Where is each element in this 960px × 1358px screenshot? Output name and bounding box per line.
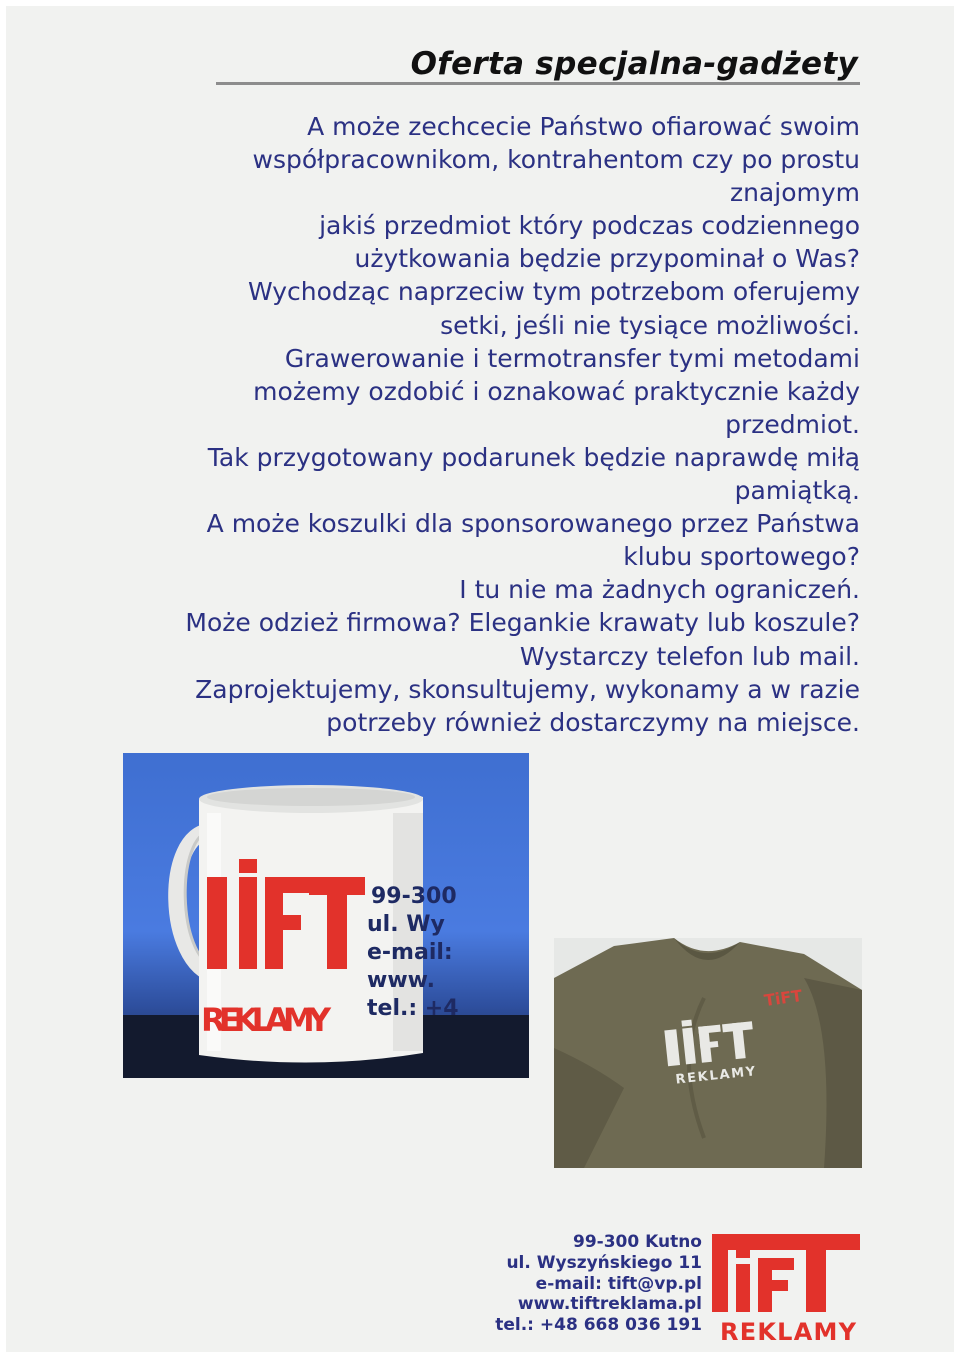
tshirt-logo-subtitle: REKLAMY <box>674 1064 756 1088</box>
logo-subtitle: REKLAMY <box>720 1318 856 1346</box>
tshirt-photo <box>554 938 862 1168</box>
mug-contact-line: tel.: +4 <box>367 996 459 1021</box>
offer-description <box>100 110 860 739</box>
text-line: klubu sportowego? <box>623 542 860 572</box>
text-line: Tak przygotowany podarunek będzie naprawdę miłą <box>207 442 860 472</box>
address-email: e-mail: tift@vp.pl <box>535 1273 702 1294</box>
text-line: Wychodząc naprzeciw tym potrzebom oferujemy <box>247 277 860 307</box>
text-line: I tu nie ma żadnych ograniczeń. <box>459 575 860 605</box>
mug-contact-line: e-mail: <box>367 940 453 965</box>
title-underline <box>216 82 860 85</box>
logo-mark <box>706 1234 866 1346</box>
page-title: Oferta specjalna-gadżety <box>410 46 858 82</box>
contact-address <box>495 1232 702 1336</box>
mug-logo-subtitle: REKLAMY <box>201 1001 331 1039</box>
text-line: możemy ozdobić i oznakować praktycznie każdy <box>253 376 860 406</box>
text-line: A może zechcecie Państwo ofiarować swoim <box>307 112 860 141</box>
tift-reklamy-logo <box>706 1234 866 1346</box>
mug-photo <box>123 753 529 1078</box>
address-website: www.tiftreklama.pl <box>517 1294 702 1315</box>
text-line: Wystarczy telefon lub mail. <box>519 641 860 671</box>
text-line: współpracownikom, kontrahentom czy po prostu <box>252 145 860 175</box>
mug-contact-line: ul. Wy <box>367 912 445 937</box>
text-line: Może odzież firmowa? Elegankie krawaty lub koszule? <box>185 608 860 638</box>
tshirt-chest-logo: TiFT <box>762 985 804 1011</box>
text-line: przedmiot. <box>725 409 860 439</box>
text-line: użytkowania będzie przypominał o Was? <box>354 244 860 274</box>
text-line: pamiątką. <box>734 476 860 506</box>
text-line: setki, jeśli nie tysiące możliwości. <box>440 310 860 340</box>
tshirt-illustration <box>554 938 862 1168</box>
text-line: jakiś przedmiot który podczas codziennego <box>319 211 860 241</box>
address-phone: tel.: +48 668 036 191 <box>495 1315 702 1336</box>
page <box>6 6 954 1352</box>
text-line: znajomym <box>729 178 860 208</box>
text-line: Zaprojektujemy, skonsultujemy, wykonamy a w razie <box>195 674 860 704</box>
text-line: potrzeby również dostarczymy na miejsce. <box>326 707 860 737</box>
mug-contact-line: www. <box>367 968 435 993</box>
text-line: Grawerowanie i termotransfer tymi metodami <box>284 343 860 373</box>
mug-illustration <box>123 753 529 1078</box>
address-street: ul. Wyszyńskiego 11 <box>506 1252 702 1273</box>
text-line: A może koszulki dla sponsorowanego przez Państwa <box>206 509 860 539</box>
mug-contact-line: 99-300 <box>371 884 457 909</box>
address-postal: 99-300 Kutno <box>572 1232 702 1252</box>
